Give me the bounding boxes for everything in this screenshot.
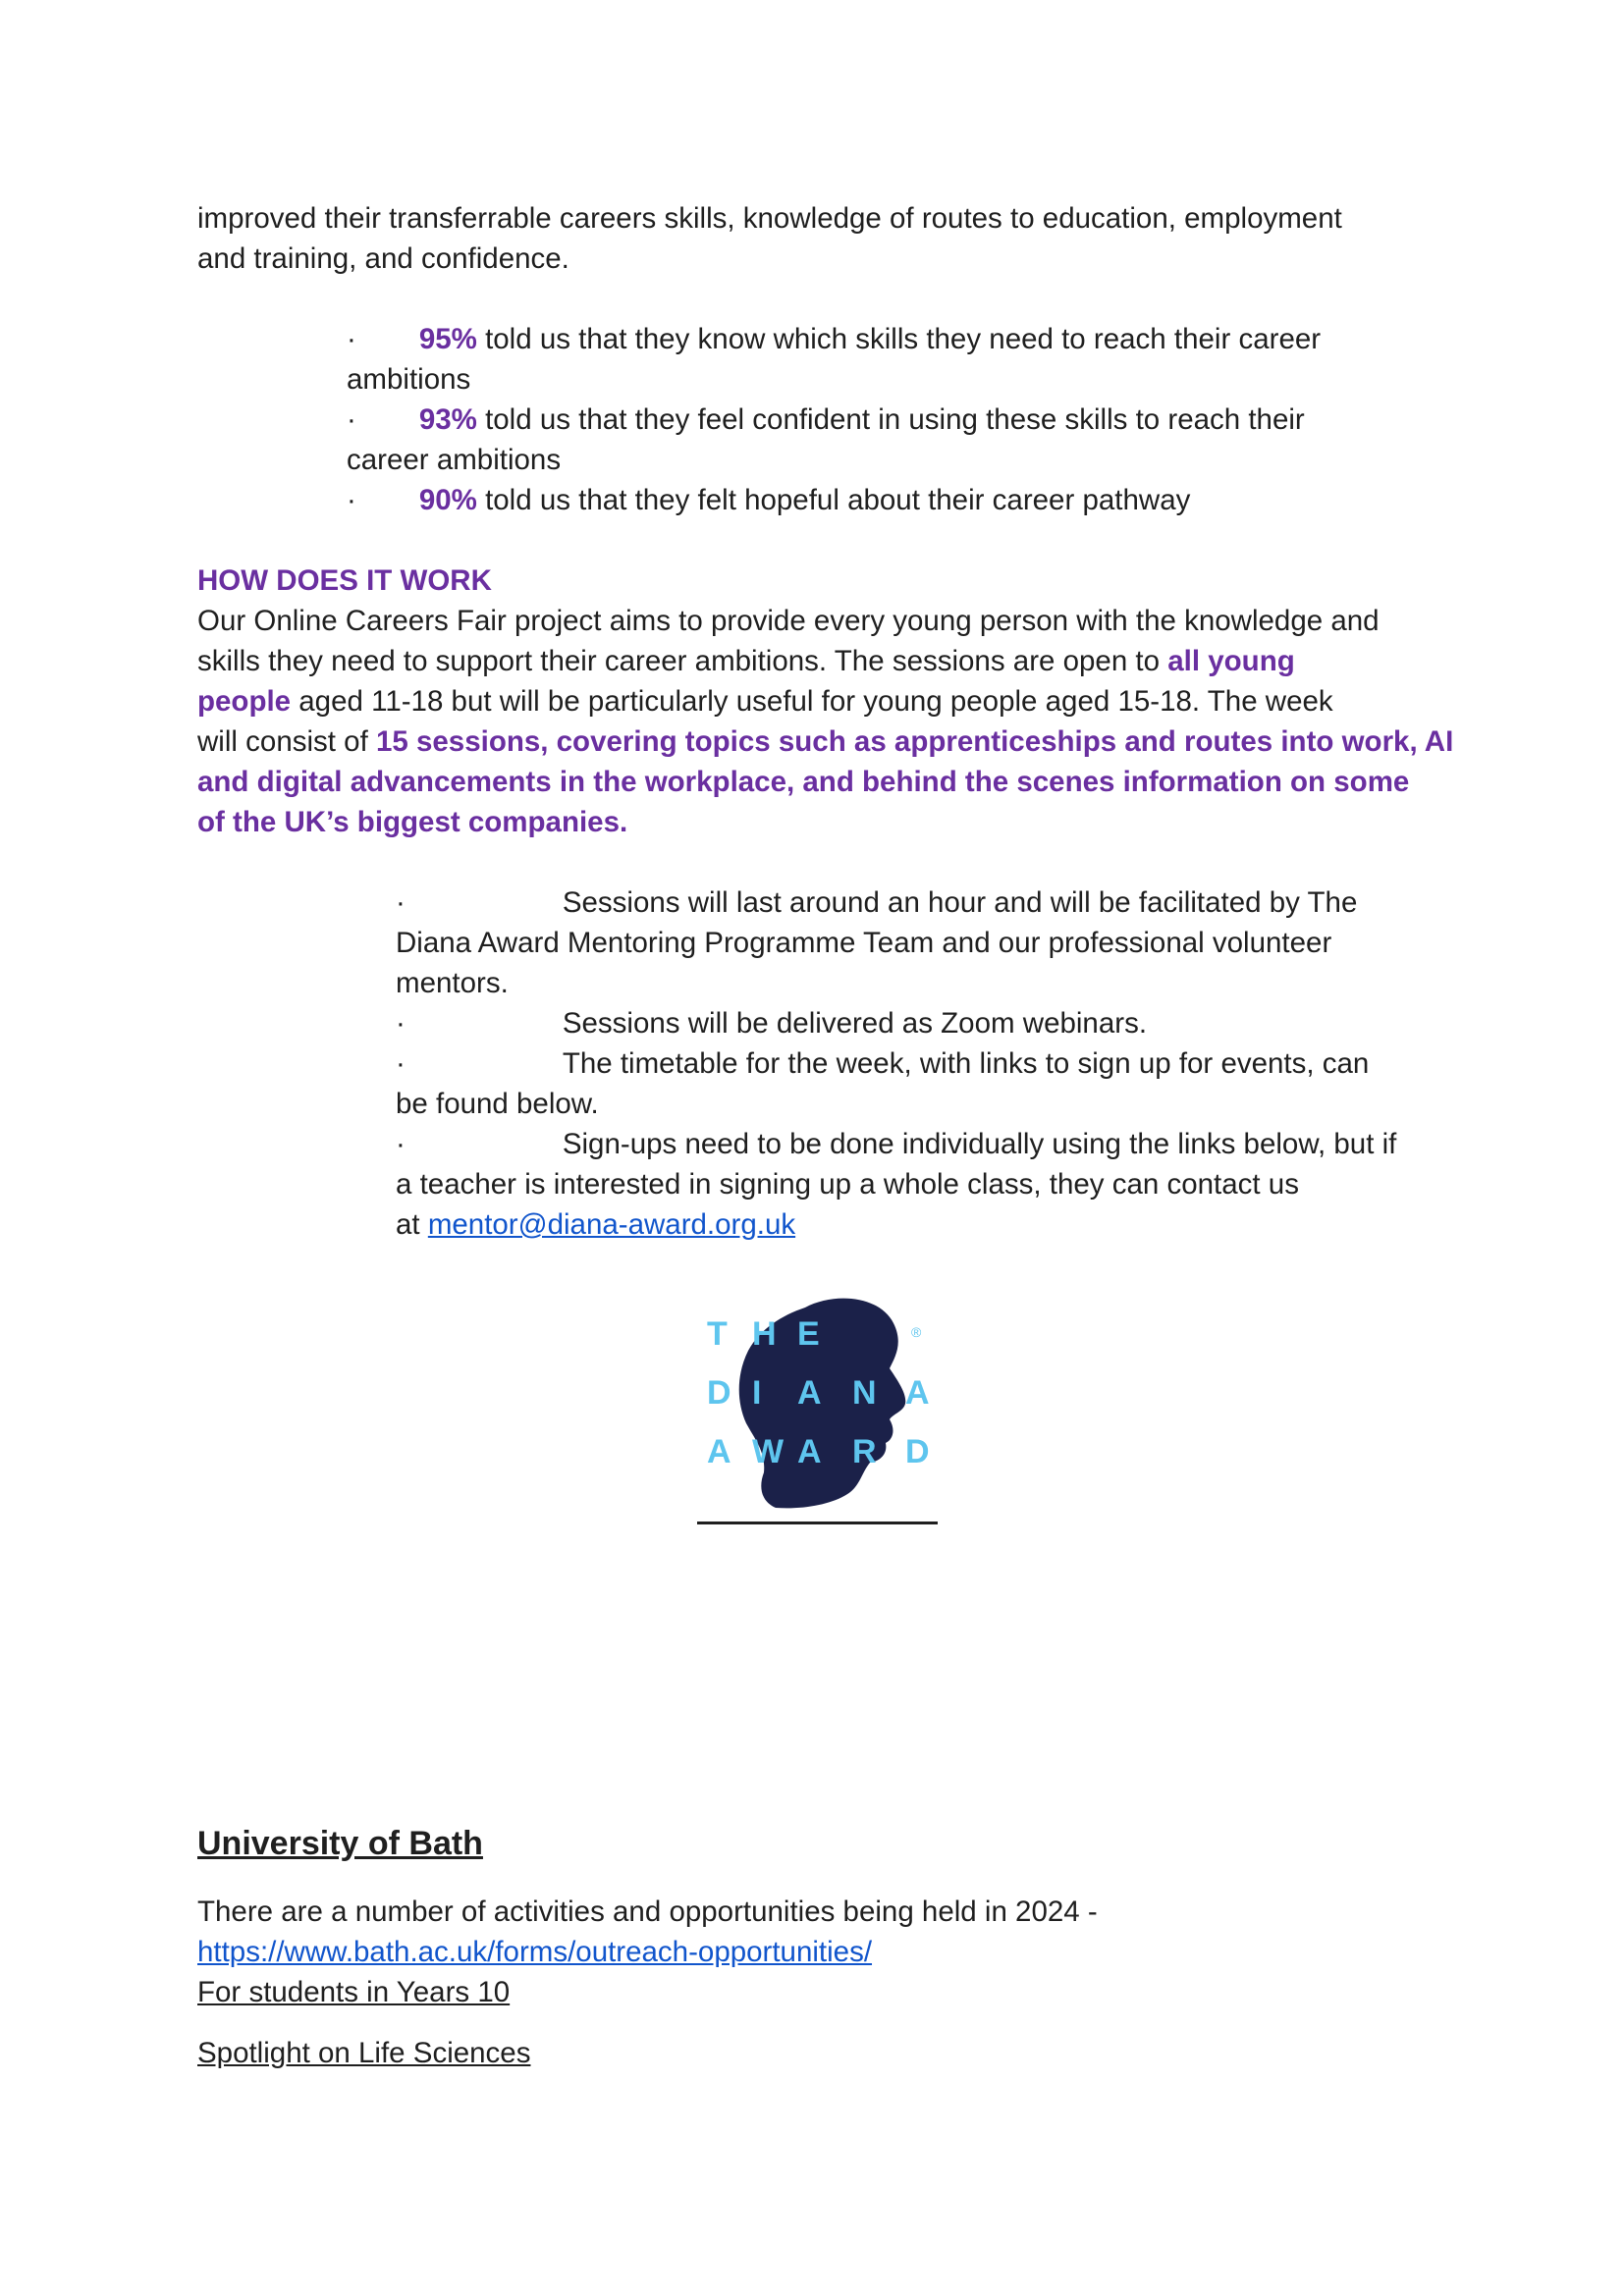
logo-letter: T bbox=[707, 1315, 728, 1353]
how-highlight: all young bbox=[1167, 645, 1295, 677]
how-line-2 bbox=[197, 641, 1295, 681]
logo-letter: I bbox=[752, 1374, 762, 1412]
how-highlight: 15 sessions, covering topics such as apprenticeships and routes into work, AI bbox=[375, 725, 1454, 758]
stat-item-1 bbox=[347, 319, 1321, 359]
email-link[interactable]: mentor@diana-award.org.uk bbox=[427, 1208, 796, 1241]
bullet-dot: · bbox=[396, 1007, 406, 1040]
session-text: at bbox=[396, 1208, 428, 1241]
how-text: skills they need to support their career ambitions. The sessions are open to bbox=[197, 645, 1168, 677]
session-item-1-cont: Diana Award Mentoring Programme Team and our professional volunteer bbox=[396, 927, 1332, 959]
bullet-dot: · bbox=[347, 484, 356, 516]
logo-letter: R bbox=[852, 1433, 877, 1470]
how-text: will consist of bbox=[197, 725, 376, 758]
logo-letter: A bbox=[797, 1433, 822, 1470]
logo-letter: D bbox=[905, 1433, 930, 1470]
stat-percent: 93% bbox=[418, 403, 477, 436]
bullet-dot: · bbox=[396, 886, 406, 919]
logo-letter: H bbox=[752, 1315, 777, 1353]
stat-percent: 90% bbox=[418, 484, 477, 516]
how-line-5: and digital advancements in the workplace, and behind the scenes information on some bbox=[197, 766, 1410, 798]
session-item-4-cont: a teacher is interested in signing up a whole class, they can contact us bbox=[396, 1168, 1299, 1201]
stat-item-2 bbox=[347, 400, 1305, 440]
bullet-dot: · bbox=[396, 1128, 406, 1160]
how-text: aged 11-18 but will be particularly useful for young people aged 15-18. The week bbox=[291, 685, 1333, 718]
session-item-1 bbox=[396, 882, 1357, 923]
stat-item-1-cont: ambitions bbox=[347, 363, 471, 396]
logo-letter: E bbox=[797, 1315, 820, 1353]
session-item-4-cont2 bbox=[396, 1204, 795, 1245]
how-line-4 bbox=[197, 721, 1453, 762]
registered-mark: ® bbox=[911, 1324, 922, 1340]
logo-letter: N bbox=[852, 1374, 877, 1412]
stat-text: told us that they felt hopeful about their career pathway bbox=[476, 484, 1191, 516]
logo-letter: A bbox=[905, 1374, 930, 1412]
bath-years: For students in Years 10 bbox=[197, 1976, 511, 2008]
session-text: Sessions will be delivered as Zoom webinars. bbox=[562, 1007, 1148, 1040]
logo-underline bbox=[697, 1522, 938, 1524]
logo-letter: A bbox=[707, 1433, 731, 1470]
bath-spotlight: Spotlight on Life Sciences bbox=[197, 2037, 531, 2069]
session-item-3-cont: be found below. bbox=[396, 1088, 599, 1120]
logo-letter: D bbox=[707, 1374, 731, 1412]
bullet-dot: · bbox=[347, 403, 356, 436]
session-item-3 bbox=[396, 1043, 1369, 1084]
stat-item-2-cont: career ambitions bbox=[347, 444, 562, 476]
how-line-1: Our Online Careers Fair project aims to provide every young person with the knowledge and bbox=[197, 605, 1380, 637]
bath-title: University of Bath bbox=[197, 1825, 483, 1862]
how-heading: HOW DOES IT WORK bbox=[197, 564, 492, 597]
bath-url-link[interactable]: https://www.bath.ac.uk/forms/outreach-opportunities/ bbox=[197, 1936, 873, 1968]
bullet-dot: · bbox=[396, 1047, 406, 1080]
logo-letter: W bbox=[752, 1433, 785, 1470]
stat-item-3 bbox=[347, 480, 1190, 520]
session-text: The timetable for the week, with links to sign up for events, can bbox=[562, 1047, 1370, 1080]
session-item-2 bbox=[396, 1003, 1147, 1043]
how-line-3 bbox=[197, 681, 1333, 721]
intro-line-2: and training, and confidence. bbox=[197, 242, 569, 275]
session-text: Sign-ups need to be done individually using the links below, but if bbox=[562, 1128, 1397, 1160]
logo-letter: A bbox=[797, 1374, 822, 1412]
intro-line-1: improved their transferrable careers skills, knowledge of routes to education, employment bbox=[197, 202, 1342, 235]
diana-award-logo bbox=[687, 1286, 943, 1531]
stat-text: told us that they know which skills they need to reach their career bbox=[476, 323, 1322, 355]
bullet-dot: · bbox=[347, 323, 356, 355]
session-item-1-cont2: mentors. bbox=[396, 967, 509, 999]
stat-percent: 95% bbox=[418, 323, 477, 355]
session-text: Sessions will last around an hour and will be facilitated by The bbox=[562, 886, 1358, 919]
how-highlight: people bbox=[197, 685, 292, 718]
how-line-6: of the UK’s biggest companies. bbox=[197, 806, 628, 838]
stat-text: told us that they feel confident in using these skills to reach their bbox=[476, 403, 1305, 436]
session-item-4 bbox=[396, 1124, 1396, 1164]
bath-line-1: There are a number of activities and opportunities being held in 2024 - bbox=[197, 1896, 1098, 1928]
